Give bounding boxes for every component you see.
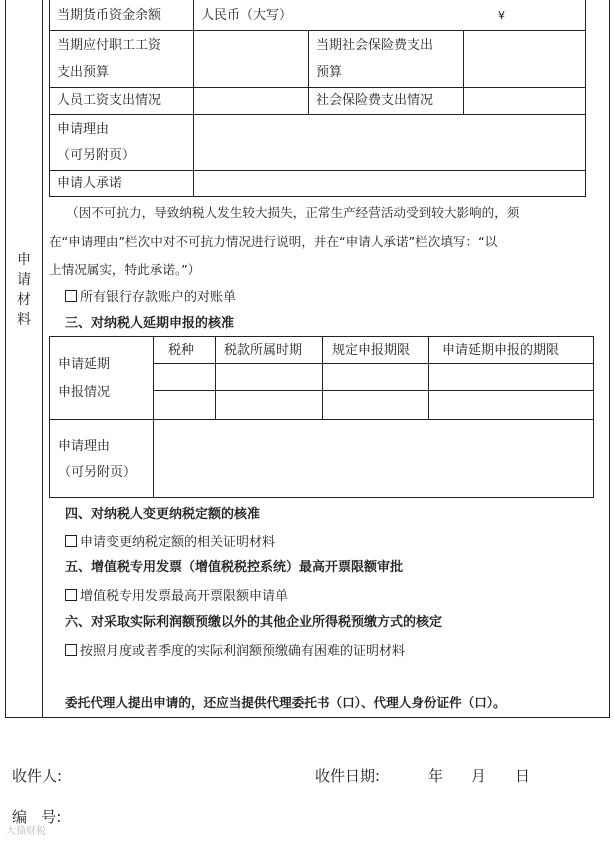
delay-reason-2: （可另附页） [58,465,137,480]
receive-date-label: 收件日期: [315,767,381,785]
cash-balance-value: 人民币（大写） [201,8,293,23]
section-3-heading: 三、对纳税人延期申报的核准 [65,316,235,331]
section-5-heading: 五、增值税专用发票（增值税税控系统）最高开票限额审批 [65,560,404,575]
year-label: 年 [428,767,444,785]
header-tax-type: 税种 [168,343,195,358]
agent-note: 委托代理人提出申请的，还应当提供代理委托书（口）、代理人身份证件（口）。 [65,695,506,710]
note-line-3: 上情况属实，特此承诺。”） [49,262,201,277]
frame-bottom [5,717,610,718]
section-4-item: 申请变更纳税定额的相关证明材料 [65,535,275,549]
agent-box-1[interactable]: 口 [342,695,355,710]
number-label: 编 号: [12,808,62,826]
section-4-heading: 四、对纳税人变更纳税定额的核准 [65,507,261,522]
bank-statement-item: 所有银行存款账户的对账单 [65,290,236,304]
header-due-date: 规定申报期限 [332,343,411,358]
day-label: 日 [515,767,531,785]
delay-reason-1: 申请理由 [58,439,111,454]
checkbox-icon[interactable] [65,644,77,656]
section-6-heading: 六、对采取实际利润额预缴以外的其他企业所得税预缴方式的核定 [65,615,443,630]
commitment-label: 申请人承诺 [57,176,123,191]
side-divider [42,0,43,718]
reason-label-1: 申请理由 [57,122,110,137]
insurance-expense-label: 社会保险费支出情况 [316,93,434,108]
insurance-budget-label-1: 当期社会保险费支出 [316,38,434,53]
frame-left [5,0,6,718]
section-5-item: 增值税专用发票最高开票限额申请单 [65,589,288,603]
month-label: 月 [471,767,487,785]
agent-box-2[interactable]: 口 [474,695,487,710]
insurance-budget-label-2: 预算 [316,65,343,80]
watermark: 大猫财税 [6,826,46,837]
checkbox-icon[interactable] [65,290,77,302]
wage-budget-label-1: 当期应付职工工资 [57,38,162,53]
reason-label-2: （可另附页） [57,148,136,163]
header-tax-period: 税款所属时期 [224,343,303,358]
note-line-2: 在“申请理由”栏次中对不可抗力情况进行说明，并在“申请人承诺”栏次填写：“以 [49,234,498,249]
note-line-1: （因不可抗力，导致纳税人发生较大损失，正常生产经营活动受到较大影响的，须 [66,205,520,220]
header-extended-date: 申请延期申报的期限 [442,343,560,358]
delay-label-1: 申请延期 [58,357,111,372]
wage-budget-label-2: 支出预算 [57,65,110,80]
section-6-item: 按照月度或者季度的实际利润额预缴确有困难的证明材料 [65,644,405,658]
delay-label-2: 申报情况 [58,385,111,400]
frame-right [609,0,610,718]
side-label: 申 请 材 料 [17,252,31,328]
cash-balance-label: 当期货币资金余额 [57,8,162,23]
wage-expense-label: 人员工资支出情况 [57,93,162,108]
checkbox-icon[interactable] [65,589,77,601]
currency-symbol: ¥ [498,9,505,22]
receiver-label: 收件人: [12,767,63,785]
checkbox-icon[interactable] [65,535,77,547]
